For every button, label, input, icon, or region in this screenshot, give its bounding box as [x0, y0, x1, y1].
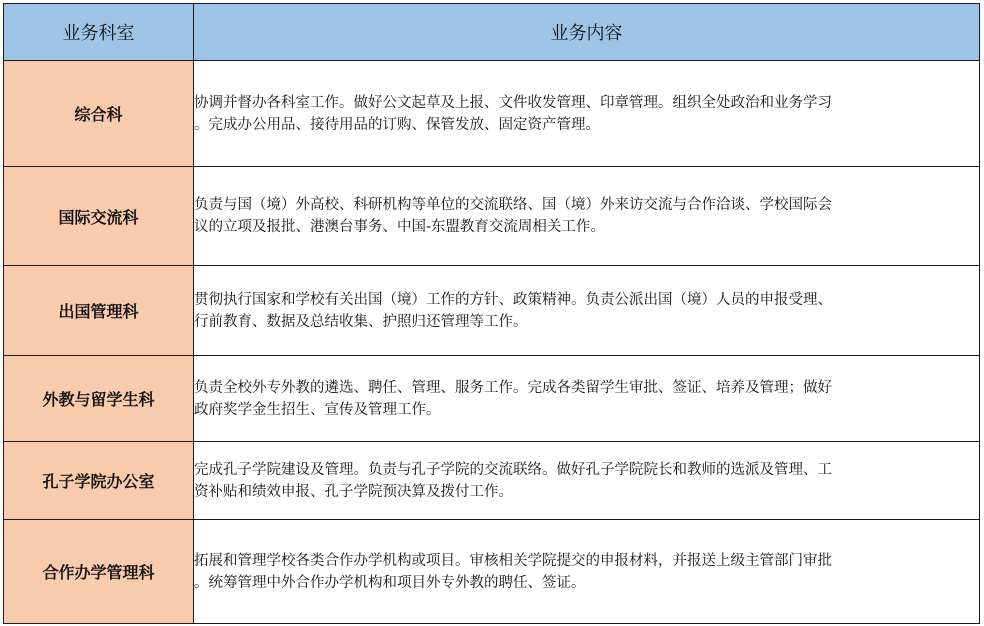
dept-name: 外教与留学生科 [4, 356, 194, 442]
business-table [3, 3, 980, 624]
dept-name: 国际交流科 [4, 167, 194, 266]
dept-content [194, 167, 980, 266]
content-line: 资补贴和绩效申报、孔子学院预决算及拨付工作。 [194, 483, 513, 500]
content-line: 行前教育、数据及总结收集、护照归还管理等工作。 [194, 313, 528, 330]
content-line: 。完成办公用品、接待用品的订购、保管发放、固定资产管理。 [194, 116, 600, 133]
table-row [4, 356, 980, 442]
content-line: 。统筹管理中外合作办学机构和项目外专外教的聘任、签证。 [194, 574, 586, 591]
content-line: 议的立项及报批、港澳台事务、中国-东盟教育交流周相关工作。 [194, 219, 605, 235]
dept-content [194, 61, 980, 167]
dept-content [194, 356, 980, 442]
table-row [4, 61, 980, 167]
content-line: 政府奖学金生招生、宣传及管理工作。 [194, 401, 441, 418]
content-line: 协调并督办各科室工作。做好公文起草及上报、文件收发管理、印章管理。组织全处政治和业务学习 [194, 94, 832, 111]
dept-content [194, 520, 980, 624]
dept-name: 孔子学院办公室 [4, 442, 194, 520]
header-dept: 业务科室 [4, 4, 194, 61]
table-row [4, 167, 980, 266]
content-line: 完成孔子学院建设及管理。负责与孔子学院的交流联络。做好孔子学院院长和教师的选派及管理、工 [194, 461, 832, 478]
header-content: 业务内容 [194, 4, 980, 61]
content-line: 贯彻执行国家和学校有关出国（境）工作的方针、政策精神。负责公派出国（境）人员的申报受理、 [194, 291, 832, 308]
table-header-row [4, 4, 980, 61]
table-row [4, 266, 980, 356]
content-line: 负责全校外专外教的遴选、聘任、管理、服务工作。完成各类留学生审批、签证、培养及管理；做好 [194, 379, 832, 396]
content-line: 拓展和管理学校各类合作办学机构或项目。审核相关学院提交的申报材料，并报送上级主管部门审批 [194, 552, 832, 569]
dept-name: 出国管理科 [4, 266, 194, 356]
dept-content [194, 266, 980, 356]
dept-name: 综合科 [4, 61, 194, 167]
dept-content [194, 442, 980, 520]
content-line: 负责与国（境）外高校、科研机构等单位的交流联络、国（境）外来访交流与合作洽谈、学校国际会 [194, 197, 832, 213]
table-row [4, 520, 980, 624]
dept-name: 合作办学管理科 [4, 520, 194, 624]
table-row [4, 442, 980, 520]
